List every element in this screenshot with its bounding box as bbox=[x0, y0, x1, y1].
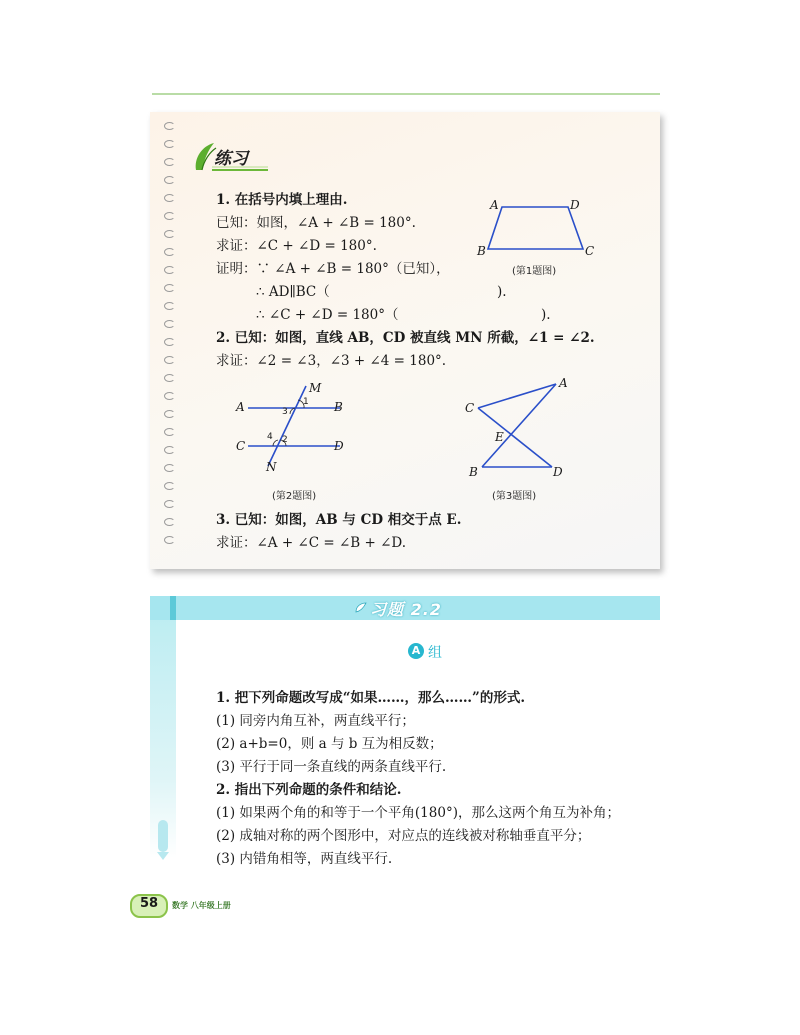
binder-ring bbox=[164, 518, 175, 526]
fig1-caption: (第1题图) bbox=[512, 266, 557, 277]
binder-ring bbox=[164, 212, 175, 220]
question-1-given: 已知：如图，∠A + ∠B = 180°. bbox=[216, 215, 416, 231]
question-1-proof-step-3: ∴ ∠C + ∠D = 180°（ bbox=[256, 307, 399, 323]
fig3-caption: (第3题图) bbox=[492, 491, 537, 502]
fig1-label-c: C bbox=[585, 244, 595, 258]
fig2-label-m: M bbox=[309, 381, 322, 395]
question-1-heading: 1. 在括号内填上理由. bbox=[216, 192, 348, 208]
fig3-label-e: E bbox=[495, 430, 504, 444]
chevron-down-icon bbox=[157, 852, 169, 860]
top-divider bbox=[152, 93, 660, 95]
exercise-2-item-3: (3) 内错角相等，两直线平行. bbox=[216, 851, 393, 867]
fig2-angle-2: 2 bbox=[282, 435, 288, 445]
binder-ring bbox=[164, 320, 175, 328]
exercise-2-item-1: (1) 如果两个角的和等于一个平角(180°)，那么这两个角互为补角； bbox=[216, 805, 620, 821]
binder-ring bbox=[164, 446, 175, 454]
exercise-1-item-2: (2) a+b=0，则 a 与 b 互为相反数； bbox=[216, 736, 443, 752]
binder-ring bbox=[164, 410, 175, 418]
binder-ring bbox=[164, 536, 175, 544]
binder-ring bbox=[164, 140, 175, 148]
exercise-title: 习题 2.2 bbox=[370, 600, 442, 619]
figure-2-transversal bbox=[240, 380, 360, 480]
binder-ring bbox=[164, 230, 175, 238]
practice-title: 练习 bbox=[214, 149, 248, 169]
fig1-label-a: A bbox=[490, 198, 499, 212]
binder-ring bbox=[164, 284, 175, 292]
binder-ring bbox=[164, 428, 175, 436]
fig2-angle-1: 1 bbox=[303, 397, 309, 407]
question-2-heading: 2. 已知：如图，直线 AB，CD 被直线 MN 所截，∠1 = ∠2. bbox=[216, 330, 595, 346]
book-title: 数学 八年级上册 bbox=[172, 901, 231, 910]
question-3-prove: 求证：∠A + ∠C = ∠B + ∠D. bbox=[216, 535, 407, 551]
binder-ring bbox=[164, 194, 175, 202]
question-2-prove: 求证：∠2 = ∠3，∠3 + ∠4 = 180°. bbox=[216, 353, 447, 369]
exercise-side-strip bbox=[150, 596, 176, 858]
binder-ring bbox=[164, 356, 175, 364]
side-scroll-marker bbox=[158, 820, 168, 852]
fig3-label-b: B bbox=[469, 465, 478, 479]
exercise-2-item-2: (2) 成轴对称的两个图形中，对应点的连线被对称轴垂直平分； bbox=[216, 828, 591, 844]
binder-ring bbox=[164, 482, 175, 490]
binder-ring bbox=[164, 176, 175, 184]
fig3-label-d: D bbox=[553, 465, 563, 479]
fig2-label-n: N bbox=[266, 460, 277, 474]
group-label: 组 bbox=[428, 645, 442, 661]
fig2-angle-3: 3 bbox=[282, 407, 288, 417]
group-badge: A bbox=[408, 643, 424, 659]
binder-ring bbox=[164, 500, 175, 508]
fig3-label-c: C bbox=[465, 401, 475, 415]
exercise-1-heading: 1. 把下列命题改写成“如果……，那么……”的形式. bbox=[216, 690, 526, 706]
fig2-label-d: D bbox=[334, 439, 344, 453]
question-1-prove: 求证：∠C + ∠D = 180°. bbox=[216, 238, 377, 254]
fig2-label-a: A bbox=[236, 400, 245, 414]
fig2-label-c: C bbox=[236, 439, 246, 453]
exercise-2-heading: 2. 指出下列命题的条件和结论. bbox=[216, 782, 402, 798]
question-1-proof-step-2: ∴ AD∥BC（ bbox=[256, 284, 330, 300]
exercise-header-accent bbox=[170, 596, 176, 620]
fig2-caption: (第2题图) bbox=[272, 491, 317, 502]
binder-ring bbox=[164, 302, 175, 310]
fig2-label-b: B bbox=[334, 400, 343, 414]
binder-ring bbox=[164, 374, 175, 382]
binder-ring bbox=[164, 338, 175, 346]
binder-ring bbox=[164, 248, 175, 256]
page-number: 58 bbox=[140, 896, 159, 911]
fig1-label-b: B bbox=[477, 244, 486, 258]
fig2-angle-4: 4 bbox=[267, 432, 273, 442]
fig1-label-d: D bbox=[570, 198, 580, 212]
exercise-1-item-1: (1) 同旁内角互补，两直线平行； bbox=[216, 713, 415, 729]
question-1-blank-close: ). bbox=[497, 284, 507, 300]
binder-ring bbox=[164, 392, 175, 400]
fig3-label-a: A bbox=[559, 376, 568, 390]
exercise-1-item-3: (3) 平行于同一条直线的两条直线平行. bbox=[216, 759, 447, 775]
binder-ring bbox=[164, 122, 175, 130]
leaf-icon bbox=[355, 602, 367, 613]
question-1-blank-close: ). bbox=[541, 307, 551, 323]
binder-ring bbox=[164, 158, 175, 166]
question-1-proof-step-1: 证明：∵ ∠A + ∠B = 180°（已知）， bbox=[216, 261, 450, 277]
question-3-heading: 3. 已知：如图，AB 与 CD 相交于点 E. bbox=[216, 512, 462, 528]
binder-ring bbox=[164, 464, 175, 472]
binder-ring bbox=[164, 266, 175, 274]
figure-3-crossing bbox=[470, 375, 580, 480]
